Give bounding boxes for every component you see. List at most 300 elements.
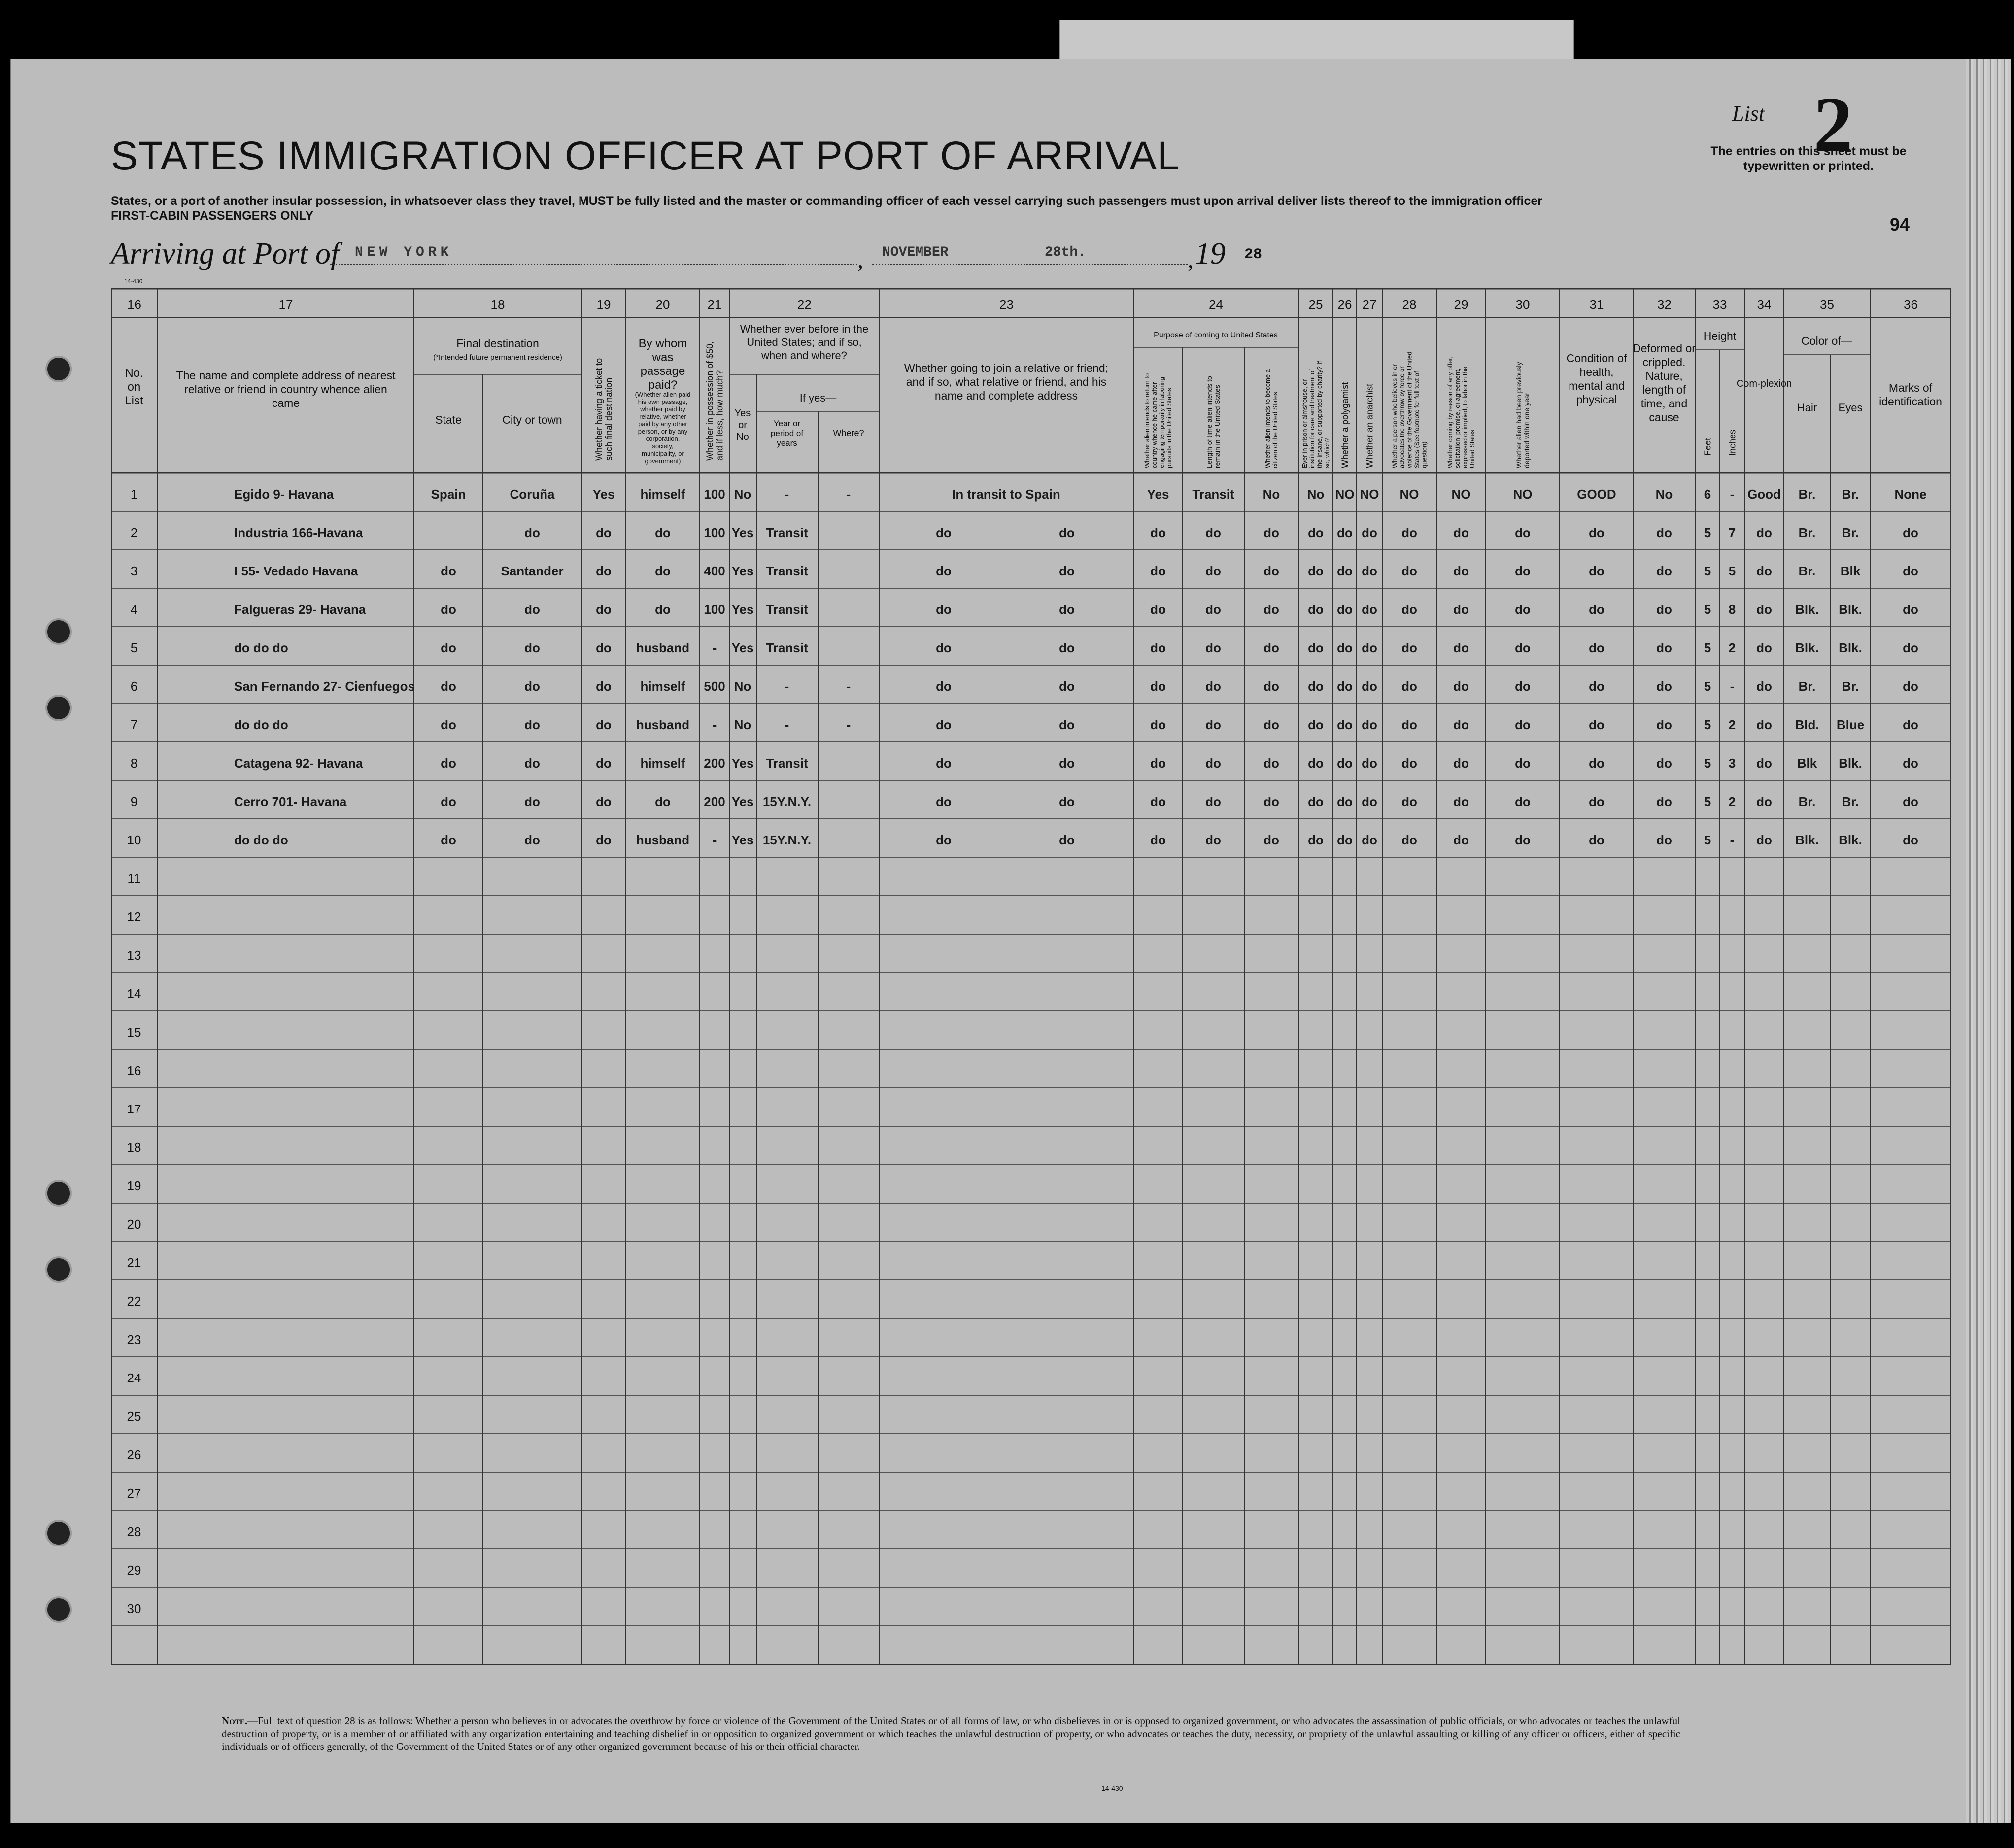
cell-c25: No <box>1307 487 1325 502</box>
cell-c28: NO <box>1400 487 1419 502</box>
cell-complexion: Good <box>1747 487 1781 502</box>
cell-hair: Blk. <box>1795 833 1819 847</box>
cell-p24b: do <box>1205 602 1221 617</box>
cell-eyes: Blue <box>1836 717 1865 732</box>
column-number: 34 <box>1757 297 1772 312</box>
cell-c29: do <box>1453 833 1469 847</box>
cell-p24b: do <box>1205 717 1221 732</box>
cell-city: do <box>524 833 540 847</box>
cell-join: do <box>936 717 952 732</box>
cell-feet: 5 <box>1704 717 1711 732</box>
header-marks: Marks of <box>1888 381 1933 394</box>
header-before: Whether ever before in the <box>740 323 869 335</box>
cell-health: do <box>1589 564 1604 578</box>
cell-addr: do do do <box>234 833 288 847</box>
binder-hole <box>45 695 72 721</box>
cell-p24c: do <box>1263 525 1279 540</box>
cell-inches: 5 <box>1728 564 1736 578</box>
manifest-table <box>111 288 1951 1665</box>
cell-paid: do <box>655 602 671 617</box>
cell-join: do <box>1059 794 1075 809</box>
cell-c26: do <box>1337 602 1353 617</box>
cell-period: - <box>785 679 789 694</box>
cell-paid: husband <box>636 640 690 655</box>
cell-join: do <box>1059 525 1075 540</box>
row-number: 6 <box>130 679 138 694</box>
cell-join: do <box>1059 640 1075 655</box>
cell-marks: do <box>1903 564 1918 578</box>
footnote-code: 14-430 <box>1101 1784 1123 1792</box>
cell-p24c: do <box>1263 794 1279 809</box>
cell-c28: do <box>1401 640 1417 655</box>
cell-p24c: No <box>1263 487 1280 502</box>
cell-health: do <box>1589 525 1604 540</box>
header-final-destination: Final destination <box>456 337 539 350</box>
cell-eyes: Br. <box>1842 794 1859 809</box>
cell-c29: do <box>1453 525 1469 540</box>
column-number: 29 <box>1454 297 1468 312</box>
header-if-yes: If yes— <box>799 392 837 404</box>
row-number: 2 <box>130 525 138 540</box>
header-joining: and if so, what relative or friend, and his <box>906 375 1107 388</box>
cell-inches: 2 <box>1728 794 1736 809</box>
header-passage-note: government) <box>645 457 681 465</box>
cell-join: do <box>936 794 952 809</box>
footnote-text: —Full text of question 28 is as follows: Whether a person who believes in or advocates the overthrow by force or violence of the Government of the United States or of all forms of law, or who disbelieves in or is opposed to organized government, or who advocates the assassination of public officials, or who advocates or teaches the unlawful destruction of property, or is a member of or affiliated with any organization entertaining and teaching disbelief in or opposition to organized government or which teaches the unlawful destruction of property, or who advocates or teaches the duty, necessity, or propriety of the unlawful assaulting or killing of any officer or officers, either of specific individuals or of officers generally, of the Government of the United States or of any other organized government because of his or their official character. <box>222 1715 1680 1752</box>
day-value: 28th. <box>1045 245 1087 260</box>
header-q30 <box>1515 362 1531 468</box>
header-feet <box>1703 438 1712 456</box>
cell-paid: husband <box>636 833 690 847</box>
cell-c29: do <box>1453 794 1469 809</box>
cell-deformed: do <box>1656 756 1672 771</box>
cell-addr: Cerro 701- Havana <box>234 794 347 809</box>
cell-paid: himself <box>640 487 685 502</box>
cell-money: 100 <box>704 602 725 617</box>
cell-join: do <box>936 564 952 578</box>
page-number: 94 <box>1890 214 1910 235</box>
cell-before: Yes <box>731 833 754 847</box>
cell-inches: - <box>1730 679 1735 694</box>
vertical-header-line: Whether a person who believes in or <box>1391 364 1399 468</box>
cell-period: Transit <box>766 756 808 771</box>
cell-c30: do <box>1515 564 1531 578</box>
header-passage-note: corporation, <box>646 435 680 442</box>
cell-p24c: do <box>1263 833 1279 847</box>
vertical-header-line: Whether a polygamist <box>1340 382 1350 468</box>
vertical-header-line: country whence he came after <box>1151 382 1159 468</box>
header-before: when and where? <box>761 349 847 362</box>
cell-inches: - <box>1730 833 1735 847</box>
vertical-header-line: question) <box>1420 441 1428 468</box>
header-joining: name and complete address <box>934 389 1078 402</box>
vertical-header-line: institution for care and treatment of <box>1308 369 1316 468</box>
cell-c30: do <box>1515 794 1531 809</box>
arriving-label: Arriving at Port of <box>111 237 340 270</box>
cell-money: 200 <box>704 756 725 771</box>
cell-period: Transit <box>766 525 808 540</box>
header-deformed: crippled. <box>1642 356 1686 369</box>
cell-money: - <box>712 717 717 732</box>
header-yes-no: or <box>738 420 747 431</box>
cell-feet: 6 <box>1704 487 1711 502</box>
cell-state: do <box>441 602 456 617</box>
vertical-header-line: engaging temporarily in laboring <box>1158 376 1166 468</box>
header-no-on-list: List <box>125 394 143 407</box>
row-number: 30 <box>127 1601 141 1616</box>
cell-state: do <box>441 833 456 847</box>
cell-marks: do <box>1903 525 1918 540</box>
cell-health: do <box>1589 717 1604 732</box>
header-passage-note: relative, whether <box>639 413 686 420</box>
vertical-header-line: remain in the United States <box>1213 385 1221 468</box>
header-deformed: cause <box>1649 411 1679 424</box>
cell-city: Coruña <box>510 487 555 502</box>
vertical-header-line: Inches <box>1727 429 1738 456</box>
month-value: NOVEMBER <box>882 245 949 260</box>
cell-where: - <box>846 679 851 694</box>
cell-ticket: do <box>596 525 612 540</box>
header-deformed: Deformed or <box>1633 342 1696 355</box>
cell-where: - <box>846 487 851 502</box>
cell-c26: do <box>1337 564 1353 578</box>
cell-c25: do <box>1308 717 1324 732</box>
column-number: 23 <box>999 297 1014 312</box>
cell-marks: do <box>1903 640 1918 655</box>
cell-where: - <box>846 717 851 732</box>
cell-paid: do <box>655 564 671 578</box>
column-number: 16 <box>127 297 141 312</box>
cell-feet: 5 <box>1704 794 1711 809</box>
cell-hair: Br. <box>1798 794 1816 809</box>
column-number: 22 <box>797 297 812 312</box>
cell-period: - <box>785 487 789 502</box>
cell-c29: NO <box>1451 487 1471 502</box>
row-number: 25 <box>127 1409 141 1424</box>
port-line <box>330 264 857 265</box>
row-number: 13 <box>127 948 141 963</box>
cell-c30: do <box>1515 717 1531 732</box>
cell-hair: Blk. <box>1795 602 1819 617</box>
vertical-header-line: Feet <box>1703 437 1713 456</box>
cell-c25: do <box>1308 525 1324 540</box>
cell-addr: I 55- Vedado Havana <box>234 564 358 578</box>
list-note: The entries on this sheet must be typewritten or printed. <box>1710 144 1907 173</box>
header-passage: was <box>652 351 674 364</box>
cell-c26: NO <box>1335 487 1355 502</box>
cell-c30: do <box>1515 640 1531 655</box>
cell-p24a: do <box>1150 564 1166 578</box>
cell-deformed: do <box>1656 794 1672 809</box>
row-number: 14 <box>127 986 141 1001</box>
cell-c27: do <box>1362 756 1377 771</box>
cell-inches: 3 <box>1728 756 1736 771</box>
cell-eyes: Br. <box>1842 679 1859 694</box>
cell-feet: 5 <box>1704 833 1711 847</box>
page-stack-edge <box>1966 59 2011 1823</box>
vertical-header-line: States (See footnote for full text of <box>1413 371 1421 468</box>
cell-inches: 2 <box>1728 640 1736 655</box>
cell-city: do <box>524 756 540 771</box>
header-passage-note: paid by any other <box>638 420 687 428</box>
cell-eyes: Blk. <box>1839 640 1862 655</box>
header-passage-note: society, <box>652 442 674 450</box>
cell-c25: do <box>1308 679 1324 694</box>
cell-p24a: do <box>1150 794 1166 809</box>
cell-join: do <box>1059 602 1075 617</box>
binder-hole <box>45 1256 72 1283</box>
cell-city: do <box>524 794 540 809</box>
form-title: STATES IMMIGRATION OFFICER AT PORT OF ARRIVAL <box>111 134 1180 178</box>
header-purpose: Purpose of coming to United States <box>1154 331 1278 339</box>
header-no-on-list: on <box>127 380 141 394</box>
cell-period: Transit <box>766 602 808 617</box>
cell-city: do <box>524 717 540 732</box>
header-state: State <box>435 413 462 426</box>
header-eyes: Eyes <box>1838 402 1863 414</box>
header-hair: Hair <box>1797 402 1817 414</box>
cell-join: In transit to Spain <box>952 487 1060 502</box>
cell-c30: do <box>1515 833 1531 847</box>
cell-money: 500 <box>704 679 725 694</box>
row-number: 3 <box>130 564 138 578</box>
cell-c26: do <box>1337 640 1353 655</box>
cell-paid: himself <box>640 679 685 694</box>
cell-p24b: Transit <box>1192 487 1234 502</box>
cell-addr: San Fernando 27- Cienfuegos <box>234 679 415 694</box>
cell-p24a: do <box>1150 602 1166 617</box>
column-number: 35 <box>1820 297 1834 312</box>
cell-c27: do <box>1362 602 1377 617</box>
vertical-header-line: and if less, how much? <box>715 370 725 461</box>
cell-marks: do <box>1903 756 1918 771</box>
row-number: 26 <box>127 1447 141 1462</box>
cell-c30: do <box>1515 756 1531 771</box>
vertical-header-line: violence of the Government of the United <box>1405 351 1413 468</box>
cell-c29: do <box>1453 640 1469 655</box>
cell-c28: do <box>1401 602 1417 617</box>
row-number: 9 <box>130 794 138 809</box>
cell-hair: Br. <box>1798 679 1816 694</box>
cell-eyes: Blk. <box>1839 833 1862 847</box>
cell-p24a: do <box>1150 640 1166 655</box>
column-number: 30 <box>1515 297 1530 312</box>
header-passage-note: (Whether alien paid <box>635 391 691 398</box>
cell-p24c: do <box>1263 640 1279 655</box>
header-before: United States; and if so, <box>747 336 862 348</box>
cell-health: do <box>1589 756 1604 771</box>
cell-marks: do <box>1903 794 1918 809</box>
row-number: 21 <box>127 1255 141 1270</box>
cell-health: do <box>1589 602 1604 617</box>
cell-c28: do <box>1401 833 1417 847</box>
row-number: 7 <box>130 717 138 732</box>
cell-marks: None <box>1894 487 1927 502</box>
header-period: period of <box>770 429 804 438</box>
cell-c30: do <box>1515 602 1531 617</box>
cell-before: Yes <box>731 640 754 655</box>
header-passage: By whom <box>638 337 687 350</box>
binder-hole <box>45 1596 72 1623</box>
cell-paid: do <box>655 794 671 809</box>
cell-c27: do <box>1362 679 1377 694</box>
cell-c29: do <box>1453 756 1469 771</box>
cell-eyes: Br. <box>1842 487 1859 502</box>
cell-complexion: do <box>1756 794 1772 809</box>
cell-c25: do <box>1308 602 1324 617</box>
cell-before: Yes <box>731 525 754 540</box>
cell-c27: do <box>1362 525 1377 540</box>
header-passage-note: whether paid by <box>640 405 685 413</box>
cell-deformed: do <box>1656 525 1672 540</box>
header-marks: identification <box>1879 395 1942 408</box>
cell-addr: Industria 166-Havana <box>234 525 363 540</box>
vertical-header-line: Ever in prison or almshouse, or <box>1301 379 1309 468</box>
header-purpose-b <box>1205 376 1221 468</box>
cell-state: do <box>441 756 456 771</box>
cell-join: do <box>936 756 952 771</box>
cell-state: do <box>441 640 456 655</box>
cell-before: No <box>734 487 751 502</box>
column-number: 18 <box>490 297 505 312</box>
cell-period: Transit <box>766 564 808 578</box>
cell-feet: 5 <box>1704 679 1711 694</box>
row-number: 11 <box>127 871 141 886</box>
header-where: Where? <box>833 428 864 438</box>
header-passage: passage <box>640 365 685 378</box>
cell-c28: do <box>1401 525 1417 540</box>
row-number: 16 <box>127 1063 141 1078</box>
header-yes-no: Yes <box>734 408 751 419</box>
header-color: Color of— <box>1801 335 1852 347</box>
cell-money: 200 <box>704 794 725 809</box>
cell-period: - <box>785 717 789 732</box>
cell-hair: Br. <box>1798 564 1816 578</box>
cell-p24a: do <box>1150 717 1166 732</box>
cell-deformed: do <box>1656 833 1672 847</box>
header-purpose-a <box>1143 373 1173 468</box>
footnote <box>222 1714 1680 1753</box>
cell-paid: himself <box>640 756 685 771</box>
row-number: 23 <box>127 1332 141 1347</box>
cell-c29: do <box>1453 679 1469 694</box>
cell-state: do <box>441 679 456 694</box>
cell-complexion: do <box>1756 756 1772 771</box>
header-q28 <box>1391 352 1428 468</box>
row-number: 20 <box>127 1217 141 1232</box>
header-passage: paid? <box>648 378 678 392</box>
cell-money: 100 <box>704 487 725 502</box>
cell-join: do <box>936 602 952 617</box>
cell-deformed: do <box>1656 640 1672 655</box>
vertical-header-line: Whether an anarchist <box>1365 383 1375 468</box>
cell-join: do <box>936 525 952 540</box>
year-prefix: 19 <box>1195 237 1226 270</box>
header-period: years <box>777 438 797 448</box>
header-passage-note: his own passage, <box>638 398 688 405</box>
cell-c25: do <box>1308 640 1324 655</box>
cell-marks: do <box>1903 602 1918 617</box>
cell-p24a: Yes <box>1147 487 1169 502</box>
cell-join: do <box>1059 833 1075 847</box>
list-label: List <box>1732 101 1765 126</box>
cell-deformed: No <box>1655 487 1673 502</box>
list-number: 2 <box>1813 80 1853 168</box>
cell-complexion: do <box>1756 640 1772 655</box>
cell-feet: 5 <box>1704 602 1711 617</box>
vertical-header-line: Whether alien had been previously <box>1514 362 1523 468</box>
date-line <box>872 264 1188 265</box>
cell-p24a: do <box>1150 525 1166 540</box>
cell-inches: 7 <box>1728 525 1736 540</box>
cell-eyes: Blk. <box>1839 756 1862 771</box>
cell-period: Transit <box>766 640 808 655</box>
cell-state: do <box>441 717 456 732</box>
vertical-header-line: pursuits in the United States <box>1165 388 1173 468</box>
cell-complexion: do <box>1756 602 1772 617</box>
row-number: 17 <box>127 1102 141 1116</box>
cell-c26: do <box>1337 717 1353 732</box>
cell-join: do <box>936 679 952 694</box>
cell-complexion: do <box>1756 564 1772 578</box>
column-number: 26 <box>1337 297 1352 312</box>
row-number: 18 <box>127 1140 141 1155</box>
cell-health: do <box>1589 794 1604 809</box>
header-address: The name and complete address of nearest <box>176 369 396 382</box>
year-suffix: 28 <box>1244 246 1263 263</box>
vertical-header-line: deported within one year <box>1522 392 1531 468</box>
cell-c26: do <box>1337 525 1353 540</box>
vertical-header-line: citizen of the United States <box>1271 392 1279 468</box>
cell-c26: do <box>1337 679 1353 694</box>
cell-c25: do <box>1308 833 1324 847</box>
port-value: NEW YORK <box>355 245 453 260</box>
cell-before: No <box>734 717 751 732</box>
cell-state: do <box>441 564 456 578</box>
header-address: came <box>272 397 300 409</box>
row-number: 1 <box>130 487 138 502</box>
header-complexion: Com-plexion <box>1736 378 1792 389</box>
cell-before: Yes <box>731 756 754 771</box>
cell-p24b: do <box>1205 564 1221 578</box>
cell-marks: do <box>1903 679 1918 694</box>
cell-period: 15Y.N.Y. <box>762 794 812 809</box>
cell-state: do <box>441 794 456 809</box>
header-anarchist <box>1365 384 1374 468</box>
row-number: 22 <box>127 1294 141 1309</box>
cell-join: do <box>1059 717 1075 732</box>
cell-money: - <box>712 640 717 655</box>
cell-p24a: do <box>1150 833 1166 847</box>
header-passage-note: person, or by any <box>638 428 688 435</box>
cell-addr: Egido 9- Havana <box>234 487 334 502</box>
header-joining: Whether going to join a relative or friend; <box>904 362 1109 374</box>
row-number: 4 <box>130 602 138 617</box>
cell-state: Spain <box>431 487 466 502</box>
cell-money: 400 <box>704 564 725 578</box>
row-number: 27 <box>127 1486 141 1501</box>
cell-eyes: Br. <box>1842 525 1859 540</box>
header-passage-note: municipality, or <box>642 450 684 457</box>
column-number: 19 <box>596 297 611 312</box>
cell-before: Yes <box>731 602 754 617</box>
cell-eyes: Blk <box>1840 564 1861 578</box>
cell-health: do <box>1589 640 1604 655</box>
cell-p24b: do <box>1205 833 1221 847</box>
cell-c27: NO <box>1360 487 1379 502</box>
cell-p24b: do <box>1205 640 1221 655</box>
cell-c27: do <box>1362 640 1377 655</box>
